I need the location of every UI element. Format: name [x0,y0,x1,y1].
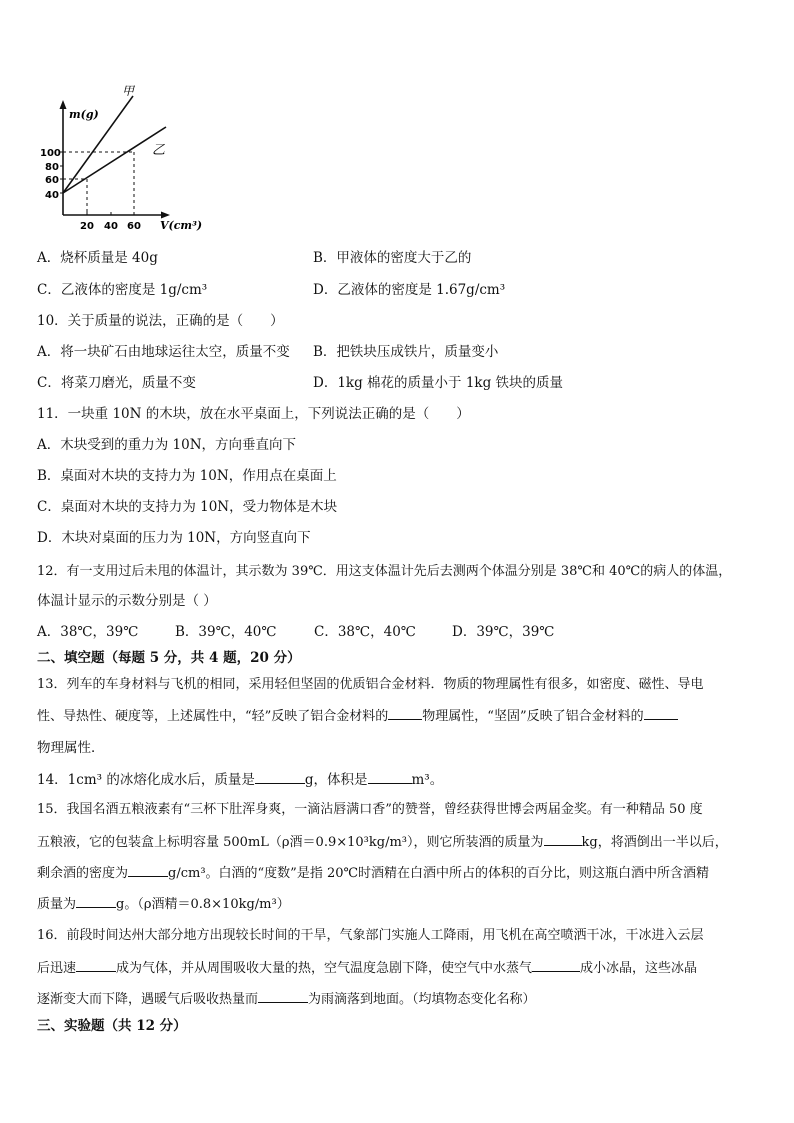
q16-text-e: 为雨滴落到地面。（均填物态变化名称） [308,992,536,1007]
section-heading-fill-in: 二、填空题（每题 5 分，共 4 题，20 分） [37,650,301,666]
q9-option-d: D．乙液体的密度是 1.67g/cm³ [313,282,506,298]
q12-stem-line2: 体温计显示的示数分别是（ ） [37,593,217,609]
q11-stem: 11．一块重 10N 的木块，放在水平桌面上，下列说法正确的是（ ） [37,406,470,422]
q15-text-b: kg，将酒倒出一半以后， [581,835,728,850]
q13-text-b: 物理属性，“坚固”反映了铝合金材料的 [422,709,644,724]
q9-option-b: B．甲液体的密度大于乙的 [313,250,472,266]
q13-blank-1[interactable] [388,705,422,720]
line-a-label: 甲 [122,84,135,98]
q13-line3: 物理属性． [37,740,105,756]
q15-blank-mass[interactable] [544,831,582,846]
q10-option-c: C．将菜刀磨光，质量不变 [37,375,196,391]
q15-text-a: 五粮液，它的包装盒上标明容量 500mL（ρ酒＝0.9×10³kg/m³），则它所装酒的质量为 [37,835,544,850]
q15-line3 [37,862,709,884]
line-b [63,127,166,193]
line-b-label: 乙 [152,143,166,158]
q10-option-b: B．把铁块压成铁片，质量变小 [313,344,499,360]
q15-text-f: g。（ρ酒精＝0.8×10kg/m³） [116,897,290,912]
y-tick-label: 80 [45,162,59,173]
q15-blank-density[interactable] [128,862,168,877]
q13-blank-2[interactable] [644,705,678,720]
x-tick-label: 40 [104,221,118,232]
q14-text-a: 14．1cm³ 的冰熔化成水后，质量是 [37,772,255,788]
x-axis-label: V(cm³) [160,219,203,232]
q12-option-c: C．38℃，40℃ [314,624,416,640]
y-tick-label: 100 [40,148,61,159]
q10-option-a: A．将一块矿石由地球运往太空，质量不变 [37,344,290,360]
q16-blank-3[interactable] [258,988,308,1003]
y-tick-label: 40 [45,190,59,201]
q16-text-c: 成小冰晶，这些冰晶 [580,961,698,976]
q16-line3 [37,988,536,1010]
q12-option-a: A．38℃，39℃ [37,624,139,640]
q15-blank-alcohol-mass[interactable] [76,893,116,908]
q16-text-d: 逐渐变大而下降，遇暖气后吸收热量而 [37,992,259,1007]
q15-line1: 15．我国名酒五粮液素有“三杯下肚浑身爽，一滴沾唇满口香”的赞誉，曾经获得世博会两届金奖。有一种精品 50 度 [37,802,703,817]
q12-stem-line1: 12．有一支用过后未甩的体温计，其示数为 39℃．用这支体温计先后去测两个体温分别是 38℃和 40℃的病人的体温， [37,564,732,579]
q15-line4 [37,893,290,915]
q11-option-b: B．桌面对木块的支持力为 10N，作用点在桌面上 [37,468,337,484]
q16-blank-1[interactable] [76,957,116,972]
q15-text-c: 剩余酒的密度为 [37,866,129,881]
q16-blank-2[interactable] [532,957,580,972]
q15-line2 [37,831,728,853]
q12-option-d: D．39℃，39℃ [452,624,555,640]
q13-line2 [37,705,678,727]
section-heading-experiment: 三、实验题（共 12 分） [37,1018,187,1034]
q14-text-b: g，体积是 [304,772,368,788]
y-axis-arrow [60,100,67,109]
x-axis-arrow [161,212,170,219]
q11-option-a: A．木块受到的重力为 10N，方向垂直向下 [37,437,297,453]
x-tick-label: 60 [127,221,141,232]
q14-text-c: m³。 [411,772,444,788]
q14-line [37,769,443,790]
y-tick-label: 60 [45,175,59,186]
x-tick-label: 20 [80,221,94,232]
q15-text-d: g/cm³。白酒的“度数”是指 20℃时酒精在白酒中所占的体积的百分比，则这瓶白酒中所含酒精 [168,866,710,881]
q13-text-a: 性、导热性、硬度等，上述属性中，“轻”反映了铝合金材料的 [37,709,389,724]
q9-option-a: A．烧杯质量是 40g [37,250,158,266]
q16-text-b: 成为气体，并从周围吸收大量的热，空气温度急剧下降，使空气中水蒸气 [116,961,533,976]
q10-stem: 10．关于质量的说法，正确的是（ ） [37,313,284,329]
q16-line1: 16．前段时间达州大部分地方出现较长时间的干旱，气象部门实施人工降雨，用飞机在高空喷洒干冰，干冰进入云层 [37,928,704,943]
q14-blank-volume[interactable] [368,769,412,784]
q9-option-c: C．乙液体的密度是 1g/cm³ [37,282,208,298]
q14-blank-mass[interactable] [255,769,305,784]
q11-option-d: D．木块对桌面的压力为 10N，方向竖直向下 [37,530,311,546]
mass-volume-graph [36,82,216,237]
y-axis-label: m(g) [69,108,99,121]
q13-line1: 13．列车的车身材料与飞机的相同，采用轻但坚固的优质铝合金材料．物质的物理属性有很多，如密度、磁性、导电 [37,677,704,692]
q10-option-d: D．1kg 棉花的质量小于 1kg 铁块的质量 [313,375,564,391]
q15-text-e: 质量为 [37,897,77,912]
q16-text-a: 后迅速 [37,961,77,976]
q12-option-b: B．39℃，40℃ [175,624,277,640]
q11-option-c: C．桌面对木块的支持力为 10N，受力物体是木块 [37,499,338,515]
q16-line2 [37,957,697,979]
